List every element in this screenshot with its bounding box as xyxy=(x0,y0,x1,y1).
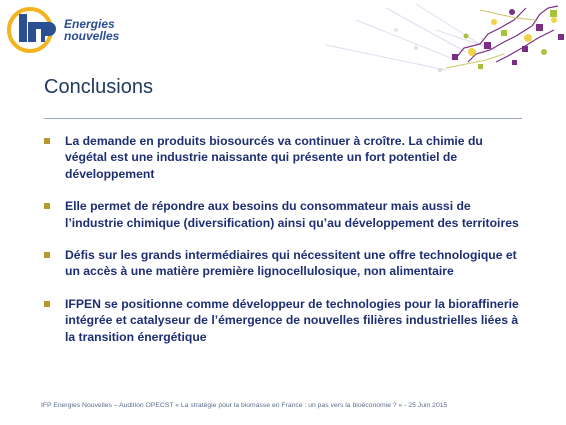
logo-line-1: Energies xyxy=(64,17,115,31)
bullet-text: Elle permet de répondre aux besoins du consommateur mais aussi de l’industrie chimique (diversification) ainsi qu’au développement des territoires xyxy=(65,199,519,230)
bullet-text: Défis sur les grands intermédiaires qui nécessitent une offre technologique et un accès à une matière première lignocellulosique, non alimentaire xyxy=(65,248,517,279)
title-divider xyxy=(44,118,522,119)
bullet-square-icon xyxy=(44,301,50,307)
decorative-molecule-graphic xyxy=(236,0,566,78)
logo-wordmark xyxy=(64,18,119,42)
slide-title: Conclusions xyxy=(44,76,153,98)
bullet-item xyxy=(43,296,528,345)
ifp-logo xyxy=(6,4,146,56)
bullet-square-icon xyxy=(44,252,50,258)
bullet-item xyxy=(43,133,528,182)
bullet-text: IFPEN se positionne comme développeur de technologies pour la bioraffinerie intégrée et catalyseur de l’émergence de nouvelles filières industrielles liées à la transition énergétique xyxy=(65,296,519,344)
slide-footer: IFP Energies Nouvelles – Audition OPECST « La stratégie pour la biomasse en France : un pas vers la bioéconomie ? » - 25 Juin 2015 xyxy=(41,402,448,409)
bullet-list xyxy=(43,133,528,361)
logo-line-2: nouvelles xyxy=(64,29,120,43)
bullet-text: La demande en produits biosourcés va continuer à croître. La chimie du végétal est une industrie naissante qui présente un fort potentiel de développement xyxy=(65,134,483,181)
bullet-square-icon xyxy=(44,138,50,144)
bullet-item xyxy=(43,198,528,231)
bullet-square-icon xyxy=(44,203,50,209)
bullet-item xyxy=(43,247,528,280)
ifp-logo-mark xyxy=(6,4,64,56)
